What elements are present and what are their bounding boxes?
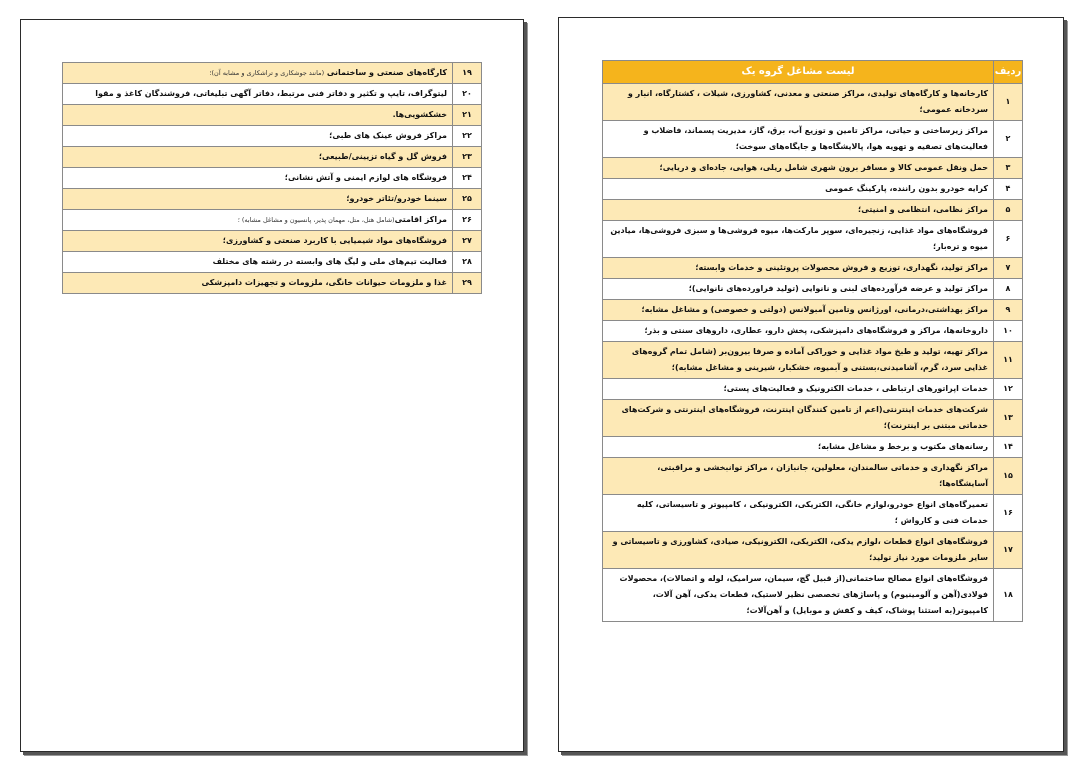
row-text: سینما خودرو/تئاتر خودرو؛ [63, 189, 453, 210]
jobs-table-group-one [602, 60, 1023, 622]
table-row [63, 189, 482, 210]
table-row [603, 258, 1023, 279]
column-header-title: لیست مشاغل گروه یک [603, 61, 994, 84]
row-note: (شامل هتل، متل، مهمان پذیر، پانسیون و مشاغل مشابه) ؛ [237, 216, 395, 224]
row-number: ۲ [994, 121, 1023, 158]
row-text: مراکز تولید و عرضه فرآورده‌های لبنی و نانوایی (تولید فراورده‌های نانوایی)؛ [603, 279, 994, 300]
row-number: ۱۳ [994, 400, 1023, 437]
row-number: ۷ [994, 258, 1023, 279]
row-number: ۱۶ [994, 495, 1023, 532]
row-number: ۱۹ [453, 63, 482, 84]
row-number: ۱۵ [994, 458, 1023, 495]
table-row [603, 495, 1023, 532]
row-text: فعالیت تیم‌های ملی و لیگ های وابسته در رشته های مختلف [63, 252, 453, 273]
row-text: غذا و ملزومات حیوانات خانگی، ملزومات و تجهیزات دامپزشکی [63, 273, 453, 294]
row-text: فروش گل و گیاه تزیینی/طبیعی؛ [63, 147, 453, 168]
jobs-table-continued [62, 62, 482, 294]
document-page-left [20, 19, 524, 752]
row-text: کرایه خودرو بدون راننده، پارکینگ عمومی [603, 179, 994, 200]
row-number: ۱۲ [994, 379, 1023, 400]
row-number: ۲۱ [453, 105, 482, 126]
table-row [603, 84, 1023, 121]
row-text: کارگاه‌های صنعتی و ساختمانی (مانند جوشکاری و تراشکاری و مشابه آن)؛ [63, 63, 453, 84]
row-number: ۴ [994, 179, 1023, 200]
row-text: مراکز تولید، نگهداری، توزیع و فروش محصولات پروتئینی و خدمات وابسته؛ [603, 258, 994, 279]
table-row [603, 342, 1023, 379]
table-row [63, 231, 482, 252]
row-text: لیتوگراف، تایپ و تکثیر و دفاتر فنی مرتبط، دفاتر آگهی تبلیغاتی، فروشندگان کاغذ و مقوا [63, 84, 453, 105]
row-number: ۲۰ [453, 84, 482, 105]
table-row [603, 300, 1023, 321]
row-number: ۸ [994, 279, 1023, 300]
row-text: تعمیرگاه‌های انواع خودرو،لوازم خانگی، الکتریکی، الکترونیکی ، کامپیوتر و تاسیساتی، کلیه خدمات فنی و کارواش ؛ [603, 495, 994, 532]
table-row [63, 63, 482, 84]
row-note: (مانند جوشکاری و تراشکاری و مشابه آن)؛ [209, 69, 325, 77]
row-text: داروخانه‌ها، مراکز و فروشگاه‌های دامپزشکی، پخش دارو، عطاری، داروهای سنتی و بذر؛ [603, 321, 994, 342]
row-text: مراکز اقامتی(شامل هتل، متل، مهمان پذیر، پانسیون و مشاغل مشابه) ؛ [63, 210, 453, 231]
table-row [603, 321, 1023, 342]
row-number: ۱۴ [994, 437, 1023, 458]
table-row [63, 168, 482, 189]
table-row [603, 200, 1023, 221]
row-text: مراکز بهداشتی،درمانی، اورژانس وتامین آمبولانس (دولتی و خصوصی) و مشاغل مشابه؛ [603, 300, 994, 321]
table-row [603, 279, 1023, 300]
table-row [603, 458, 1023, 495]
table-row [63, 84, 482, 105]
row-text: مراکز تهیه، تولید و طبخ مواد غذایی و خوراکی آماده و صرفا بیرون‌بر (شامل تمام گروه‌های غذایی سرد، گرم، آشامیدنی،بستنی و آبمیوه، خشکبار، شیرینی و مشاغل مشابه)؛ [603, 342, 994, 379]
table-row [63, 147, 482, 168]
table-row [63, 252, 482, 273]
table-row [603, 158, 1023, 179]
row-number: ۲۲ [453, 126, 482, 147]
row-text: فروشگاه‌های انواع قطعات ،لوازم یدکی، الکتریکی، الکترونیکی، صیادی، کشاورزی و تاسیساتی و سایر ملزومات مورد نیاز تولید؛ [603, 532, 994, 569]
row-number: ۲۸ [453, 252, 482, 273]
row-number: ۲۹ [453, 273, 482, 294]
row-text: خدمات اپراتورهای ارتباطی ، خدمات الکترونیک و فعالیت‌های پستی؛ [603, 379, 994, 400]
table-row [63, 105, 482, 126]
table-row [63, 126, 482, 147]
row-text: مراکز فروش عینک های طبی؛ [63, 126, 453, 147]
row-text: مراکز نظامی، انتظامی و امنیتی؛ [603, 200, 994, 221]
row-number: ۱۱ [994, 342, 1023, 379]
row-number: ۹ [994, 300, 1023, 321]
row-text: فروشگاه های لوازم ایمنی و آتش نشانی؛ [63, 168, 453, 189]
table-row [603, 379, 1023, 400]
row-number: ۱ [994, 84, 1023, 121]
row-number: ۱۷ [994, 532, 1023, 569]
row-number: ۳ [994, 158, 1023, 179]
row-text: مراکز زیرساختی و حیاتی، مراکز تامین و توزیع آب، برق، گاز، مدیریت پسماند، فاضلاب و فعالیت‌های تصفیه و تهویه هوا، پالایشگاه‌ها و جایگاه‌های سوخت؛ [603, 121, 994, 158]
table-body [603, 84, 1023, 622]
row-text: مراکز نگهداری و خدماتی سالمندان، معلولین، جانبازان ، مراکز توانبخشی و مراقبتی، آسایشگاه‌ها؛ [603, 458, 994, 495]
table-row [63, 210, 482, 231]
row-text: کارخانه‌ها و کارگاه‌های تولیدی، مراکز صنعتی و معدنی، کشاورزی، شیلات ، کشتارگاه، انبار و سردخانه عمومی؛ [603, 84, 994, 121]
table-row [603, 437, 1023, 458]
row-number: ۲۷ [453, 231, 482, 252]
table-row [603, 121, 1023, 158]
row-text: فروشگاه‌های انواع مصالح ساختمانی(از قبیل گچ، سیمان، سرامیک، لوله و اتصالات)، محصولات فولادی(آهن و آلومینیوم) و پاساژهای تخصصی نظیر لاستیک، قطعات یدکی، آهن آلات، کامپیوتر(به استثنا پوشاک، کیف و کفش و موبایل) و آهن‌آلات؛ [603, 569, 994, 622]
row-number: ۱۸ [994, 569, 1023, 622]
table-row [63, 273, 482, 294]
row-number: ۲۴ [453, 168, 482, 189]
row-text: فروشگاه‌های مواد شیمیایی با کاربرد صنعتی و کشاورزی؛ [63, 231, 453, 252]
row-text: رسانه‌های مکتوب و برخط و مشاغل مشابه؛ [603, 437, 994, 458]
row-text: فروشگاه‌های مواد غذایی، زنجیره‌ای، سوپر مارکت‌ها، میوه فروشی‌ها و سبزی فروشی‌ها، میادین میوه و تره‌بار؛ [603, 221, 994, 258]
row-number: ۲۶ [453, 210, 482, 231]
row-number: ۲۳ [453, 147, 482, 168]
row-number: ۶ [994, 221, 1023, 258]
column-header-number: ردیف [994, 61, 1023, 84]
table-row [603, 569, 1023, 622]
document-page-right [558, 17, 1064, 752]
table-row [603, 179, 1023, 200]
table-row [603, 400, 1023, 437]
table-row [603, 532, 1023, 569]
table-row [603, 221, 1023, 258]
row-text: حمل ونقل عمومی کالا و مسافر برون شهری شامل ریلی، هوایی، جاده‌ای و دریایی؛ [603, 158, 994, 179]
row-number: ۲۵ [453, 189, 482, 210]
row-number: ۱۰ [994, 321, 1023, 342]
row-text: خشکشویی‌ها. [63, 105, 453, 126]
row-number: ۵ [994, 200, 1023, 221]
row-text: شرکت‌های خدمات اینترنتی(اعم از تامین کنندگان اینترنت، فروشگاه‌های اینترنتی و شرکت‌های خدماتی مبتنی بر اینترنت)؛ [603, 400, 994, 437]
